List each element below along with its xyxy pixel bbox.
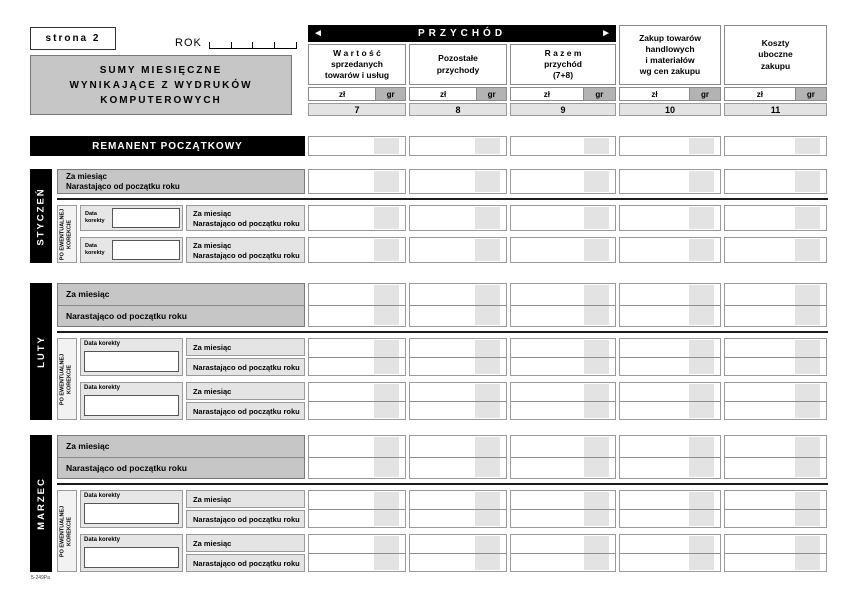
za-miesiac-label: Za miesiąc xyxy=(193,240,232,250)
separator-line xyxy=(57,483,828,485)
data-korekty-input[interactable] xyxy=(84,351,179,372)
column-11-title: Koszty uboczne zakupu xyxy=(724,25,827,85)
narastajaco-label: Narastająco od początku roku xyxy=(186,402,305,420)
amount-cell[interactable] xyxy=(308,382,406,420)
korekta-row-labels xyxy=(186,205,305,231)
korekta-area xyxy=(57,338,828,420)
za-miesiac-label: Za miesiąc xyxy=(186,338,305,356)
gr-unit-label: gr xyxy=(477,88,506,100)
form-title-line2: WYNIKAJĄCE Z WYDRUKÓW xyxy=(69,79,253,91)
korekta-row xyxy=(80,534,828,572)
korekta-cells xyxy=(308,205,827,231)
column-11-header xyxy=(724,25,827,117)
amount-cell[interactable] xyxy=(619,338,721,376)
korekta-cells xyxy=(308,237,827,263)
amount-cell[interactable] xyxy=(724,136,827,156)
amount-cell[interactable] xyxy=(510,534,616,572)
amount-cell[interactable] xyxy=(409,534,507,572)
amount-cell[interactable] xyxy=(724,283,827,327)
gr-unit-label: gr xyxy=(796,88,826,100)
amount-cell[interactable] xyxy=(409,136,507,156)
year-label: ROK xyxy=(175,37,202,49)
summary-cells xyxy=(308,283,827,327)
narastajaco-label: Narastająco od początku roku xyxy=(66,181,180,191)
year-digit-slot[interactable] xyxy=(274,42,297,49)
gr-unit-label: gr xyxy=(584,88,615,100)
korekta-row xyxy=(80,490,828,528)
amount-cell[interactable] xyxy=(510,205,616,231)
amount-cell[interactable] xyxy=(619,534,721,572)
amount-cell[interactable] xyxy=(308,283,406,327)
korekta-cells xyxy=(308,490,827,528)
month-section-luty xyxy=(30,283,828,420)
data-korekty-input[interactable] xyxy=(84,503,179,524)
amount-cell[interactable] xyxy=(308,534,406,572)
data-korekty-label: Data korekty xyxy=(84,385,121,391)
narastajaco-label: Narastająco od początku roku xyxy=(66,310,187,321)
remanent-cells xyxy=(308,136,827,156)
po-korekcie-label-box xyxy=(57,205,77,263)
header-left xyxy=(30,25,305,117)
data-korekty-box xyxy=(80,490,183,528)
amount-cell[interactable] xyxy=(619,283,721,327)
amount-cell[interactable] xyxy=(724,237,827,263)
po-korekcie-label: PO EWENTUALNEJ KOREKCIE xyxy=(59,353,73,405)
amount-cell[interactable] xyxy=(619,490,721,528)
amount-cell[interactable] xyxy=(724,490,827,528)
year-field xyxy=(175,37,297,49)
column-8-title: Pozostałe przychody xyxy=(409,44,507,85)
separator-line xyxy=(57,331,828,333)
amount-cell[interactable] xyxy=(409,338,507,376)
column-8-units xyxy=(409,87,507,101)
po-korekcie-label: PO EWENTUALNEJ KOREKCIE xyxy=(59,505,73,557)
data-korekty-label: Data korekty xyxy=(84,537,121,543)
amount-cell[interactable] xyxy=(409,382,507,420)
za-miesiac-label: Za miesiąc xyxy=(186,490,305,508)
za-miesiac-label: Za miesiąc xyxy=(58,436,304,458)
zl-unit-label: zł xyxy=(620,88,690,100)
za-miesiac-label: Za miesiąc xyxy=(58,284,304,306)
po-korekcie-label: PO EWENTUALNEJ KOREKCIE xyxy=(59,208,73,260)
column-11-number: 11 xyxy=(724,103,827,116)
narastajaco-label: Narastająco od początku roku xyxy=(66,462,187,473)
column-10-number: 10 xyxy=(619,103,721,116)
amount-cell[interactable] xyxy=(510,338,616,376)
korekta-row xyxy=(80,237,828,263)
za-miesiac-label: Za miesiąc xyxy=(193,208,232,218)
column-10-title: Zakup towarów handlowych i materiałów wg cen zakupu xyxy=(619,25,721,85)
amount-cell[interactable] xyxy=(510,490,616,528)
remanent-header: REMANENT POCZĄTKOWY xyxy=(30,136,305,156)
amount-cell[interactable] xyxy=(409,283,507,327)
amount-cell[interactable] xyxy=(619,169,721,194)
korekta-row-labels xyxy=(186,338,305,376)
summary-labels xyxy=(57,435,305,479)
year-digit-slot[interactable] xyxy=(209,42,231,49)
amount-cell[interactable] xyxy=(409,490,507,528)
column-9-title: R a z e m przychód (7+8) xyxy=(510,44,616,85)
amount-cell[interactable] xyxy=(308,490,406,528)
gr-unit-label: gr xyxy=(376,88,405,100)
data-korekty-box xyxy=(80,338,183,376)
korekta-row-labels xyxy=(186,534,305,572)
amount-cell[interactable] xyxy=(724,338,827,376)
korekta-area xyxy=(57,205,828,263)
amount-cell[interactable] xyxy=(308,435,406,479)
arrow-left-icon: ◄ xyxy=(313,27,323,39)
korekta-row-labels xyxy=(186,490,305,528)
amount-cell[interactable] xyxy=(308,205,406,231)
column-7-units xyxy=(308,87,406,101)
column-7-title: W a r t o ś ć sprzedanych towarów i usług xyxy=(308,44,406,85)
korekta-area xyxy=(57,490,828,572)
zl-unit-label: zł xyxy=(410,88,477,100)
data-korekty-label: Data korekty xyxy=(84,493,121,499)
column-headers xyxy=(308,25,827,117)
amount-cell[interactable] xyxy=(510,237,616,263)
data-korekty-label: Data korekty xyxy=(85,243,105,256)
amount-cell[interactable] xyxy=(619,435,721,479)
month-section-styczen xyxy=(30,169,828,263)
month-bar-styczen xyxy=(30,169,52,263)
za-miesiac-label: Za miesiąc xyxy=(66,172,107,182)
za-miesiac-label: Za miesiąc xyxy=(186,382,305,400)
data-korekty-box xyxy=(80,534,183,572)
po-korekcie-label-box xyxy=(57,338,77,420)
month-body xyxy=(57,283,828,420)
amount-cell[interactable] xyxy=(409,435,507,479)
zl-unit-label: zł xyxy=(309,88,376,100)
data-korekty-label: Data korekty xyxy=(84,341,121,347)
data-korekty-input[interactable] xyxy=(84,395,179,416)
form-code: 5-249Pa xyxy=(31,575,50,581)
po-korekcie-label-box xyxy=(57,490,77,572)
przychod-group-header xyxy=(308,25,616,42)
year-digit-boxes[interactable] xyxy=(209,42,297,49)
amount-cell[interactable] xyxy=(510,169,616,194)
narastajaco-label: Narastająco od początku roku xyxy=(186,358,305,376)
year-digit-slot[interactable] xyxy=(252,42,274,49)
amount-cell[interactable] xyxy=(409,169,507,194)
korekta-row xyxy=(80,382,828,420)
amount-cell[interactable] xyxy=(510,382,616,420)
year-digit-slot[interactable] xyxy=(231,42,253,49)
page-number-box xyxy=(30,27,116,50)
month-label: MARZEC xyxy=(35,477,47,530)
amount-cell[interactable] xyxy=(619,237,721,263)
amount-cell[interactable] xyxy=(724,169,827,194)
amount-cell[interactable] xyxy=(510,136,616,156)
amount-cell[interactable] xyxy=(409,237,507,263)
month-body xyxy=(57,169,828,263)
column-11-units xyxy=(724,87,827,101)
korekta-row xyxy=(80,205,828,231)
summary-labels xyxy=(57,283,305,327)
amount-cell[interactable] xyxy=(510,283,616,327)
korekta-cells xyxy=(308,338,827,376)
summary-cells xyxy=(308,435,827,479)
data-korekty-box xyxy=(80,382,183,420)
column-10-header xyxy=(619,25,721,117)
form-title xyxy=(30,55,292,115)
amount-cell[interactable] xyxy=(724,534,827,572)
amount-cell[interactable] xyxy=(308,136,406,156)
data-korekty-input[interactable] xyxy=(84,547,179,568)
za-miesiac-label: Za miesiąc xyxy=(186,534,305,552)
amount-cell[interactable] xyxy=(409,205,507,231)
amount-cell[interactable] xyxy=(510,435,616,479)
amount-cell[interactable] xyxy=(308,169,406,194)
month-label: LUTY xyxy=(35,335,47,368)
korekta-rows xyxy=(80,338,828,420)
amount-cell[interactable] xyxy=(724,435,827,479)
narastajaco-label: Narastająco od początku roku xyxy=(186,510,305,528)
korekta-row xyxy=(80,338,828,376)
narastajaco-label: Narastająco od początku roku xyxy=(186,554,305,572)
korekta-rows xyxy=(80,205,828,263)
data-korekty-box xyxy=(80,237,183,263)
summary-row xyxy=(57,435,828,479)
summary-row xyxy=(57,283,828,327)
przychod-group-label: PRZYCHÓD xyxy=(417,28,507,39)
month-label: STYCZEŃ xyxy=(35,186,47,246)
remanent-row xyxy=(30,136,842,156)
korekta-cells xyxy=(308,382,827,420)
korekta-row-labels xyxy=(186,237,305,263)
month-bar-luty xyxy=(30,283,52,420)
amount-cell[interactable] xyxy=(308,237,406,263)
summary-labels xyxy=(57,169,305,194)
amount-cell[interactable] xyxy=(619,136,721,156)
column-9-number: 9 xyxy=(510,103,616,116)
arrow-right-icon: ► xyxy=(601,27,611,39)
amount-cell[interactable] xyxy=(619,382,721,420)
korekta-cells xyxy=(308,534,827,572)
data-korekty-box xyxy=(80,205,183,231)
page-header xyxy=(30,0,842,117)
korekta-row-labels xyxy=(186,382,305,420)
column-9-units xyxy=(510,87,616,101)
amount-cell[interactable] xyxy=(619,205,721,231)
separator-line xyxy=(57,198,828,200)
data-korekty-label: Data korekty xyxy=(85,211,105,224)
gr-unit-label: gr xyxy=(690,88,720,100)
column-10-units xyxy=(619,87,721,101)
form-title-line1: SUMY MIESIĘCZNE xyxy=(99,64,223,76)
zl-unit-label: zł xyxy=(725,88,796,100)
month-body xyxy=(57,435,828,572)
zl-unit-label: zł xyxy=(511,88,584,100)
page-number-label: strona 2 xyxy=(45,33,101,44)
summary-cells xyxy=(308,169,827,194)
narastajaco-label: Narastająco od początku roku xyxy=(193,250,300,260)
data-korekty-input[interactable] xyxy=(112,208,180,228)
column-8-number: 8 xyxy=(409,103,507,116)
amount-cell[interactable] xyxy=(724,205,827,231)
month-section-marzec xyxy=(30,435,828,572)
korekta-rows xyxy=(80,490,828,572)
data-korekty-input[interactable] xyxy=(112,240,180,260)
form-title-line3: KOMPUTEROWYCH xyxy=(100,94,222,106)
column-7-number: 7 xyxy=(308,103,406,116)
amount-cell[interactable] xyxy=(724,382,827,420)
summary-row xyxy=(57,169,828,194)
month-bar-marzec xyxy=(30,435,52,572)
amount-cell[interactable] xyxy=(308,338,406,376)
narastajaco-label: Narastająco od początku roku xyxy=(193,218,300,228)
